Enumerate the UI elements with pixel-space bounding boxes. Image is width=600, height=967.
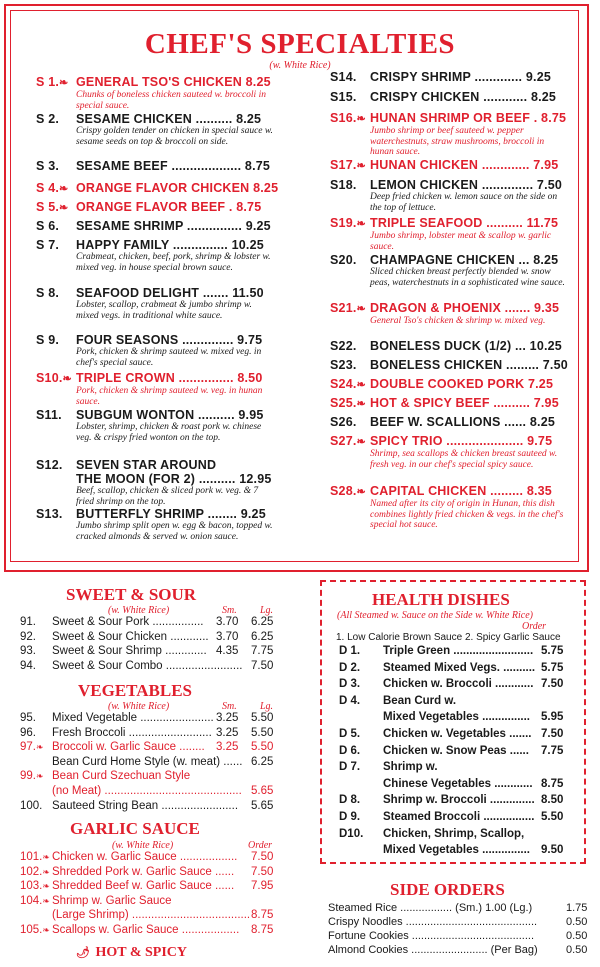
health-item-number: D 9. [339,811,361,823]
menu-item-line [36,200,284,215]
list-item [20,741,205,754]
menu-item-name: HUNAN CHICKEN ............. 7.95 [370,158,559,172]
health-item-price: 7.50 [541,728,564,740]
health-item [339,844,530,857]
health-item-number: D 5. [339,728,361,740]
health-item [339,761,438,774]
menu-item-description: Pork, chicken & shrimp sauteed w. mixed veg. in chef's special sauce. [76,347,262,368]
price-large: 7.50 [251,851,274,863]
specialty-left-item [36,112,284,147]
chili-pepper-icon: ❧ [356,303,366,315]
menu-item-name: BEEF W. SCALLIONS ...... 8.25 [370,415,555,429]
chili-pepper-icon: ❧ [59,202,69,214]
list-item [20,645,207,658]
health-item [339,745,529,758]
menu-item-line [36,181,284,196]
price-large: 7.75 [251,645,274,658]
list-item-name: Sweet & Sour Pork ................ [52,616,204,628]
price-large: 5.50 [251,712,274,724]
health-item-name: Steamed Broccoli ................ [383,811,535,823]
specialty-left-item [36,371,284,407]
menu-item-name: SEAFOOD DELIGHT ....... 11.50 [76,286,264,300]
side-order-price: 1.75 [566,902,588,914]
garlic-sauce-title: GARLIC SAUCE [70,819,200,838]
specialty-right-item [330,377,578,392]
specialty-right-item [330,415,578,429]
menu-item-number: S 8. [36,286,60,300]
menu-item-name: BONELESS CHICKEN ......... 7.50 [370,358,568,372]
menu-item-number: S 6. [36,219,60,233]
menu-item-number: S 1.❧ [36,75,69,89]
list-item-name: Scallops w. Garlic Sauce .................. [52,924,240,936]
menu-item-number: S13. [36,507,63,521]
menu-item-description: Named after its city of origin in Hunan, this dish combines lightly fried chicken & vegs. in the chef's special hot sauce. [370,499,564,530]
side-order-item: Steamed Rice ................. (Sm.) 1.00 (Lg.) [328,902,533,914]
list-item [20,851,237,864]
vegetables-col-lg: Lg. [260,701,274,712]
list-item-number: 96. [20,726,36,739]
list-item-name: Sweet & Sour Shrimp ............. [52,645,207,658]
specialty-right-item [330,484,578,531]
health-item-name: Chicken w. Snow Peas ...... [383,744,529,757]
page-subtitle: (w. White Rice) [269,60,331,71]
list-item-name: Sauteed String Bean ........................ [52,799,239,812]
list-item-name: Sweet & Sour Chicken ............ [52,630,209,643]
specialty-right-item [330,434,578,470]
menu-item-number: S17.❧ [330,158,366,172]
list-item-name: (Large Shrimp) ..................................... [52,909,251,922]
price-large: 6.25 [251,755,274,768]
list-item-number: 97.❧ [20,741,44,754]
menu-item-line [330,358,578,372]
price-large: 5.50 [251,726,274,739]
menu-item-line [330,158,578,173]
health-item-name: Chicken w. Broccoli ............ [383,678,534,691]
menu-item-number: S 3. [36,159,60,173]
menu-item-number: S28.❧ [330,484,366,498]
health-item-price: 5.75 [541,661,564,674]
menu-item-line [36,408,284,422]
list-item [20,880,234,893]
menu-item-line [330,434,578,449]
vegetables-subtitle: (w. White Rice) [108,701,170,712]
menu-item-description: Beef, scallop, chicken & sliced pork w. veg. & 7 fried shrimp on the top. [76,486,259,507]
menu-item-description: Deep fried chicken w. lemon sauce on the side on the top of lettuce. [370,192,558,213]
menu-item-description: Jumbo shrimp or beef sauteed w. pepper waterchestnuts, straw mushrooms, broccoli in hunan sauce. [370,126,545,157]
menu-item-description: General Tso's chicken & shrimp w. mixed veg. [370,316,546,326]
health-item-number: D 7. [339,761,361,774]
list-item [20,866,234,879]
list-item [20,727,212,740]
specialty-left-item [36,219,284,233]
health-dishes-subtitle: (All Steamed w. Sauce on the Side w. White Rice) [337,610,533,621]
menu-item-line [36,472,284,486]
list-item-number: 99.❧ [20,770,44,783]
list-item [20,800,238,813]
list-item [20,770,190,783]
health-item-number: D 6. [339,744,361,757]
list-item-name: Shredded Beef w. Garlic Sauce ...... [52,880,235,893]
menu-item-name: ORANGE FLAVOR CHICKEN 8.25 [76,181,279,195]
menu-item-name: SEVEN STAR AROUND [76,458,217,472]
specialty-right-item [330,158,578,173]
menu-item-name: SESAME SHRIMP ............... 9.25 [76,219,271,233]
menu-item-line [36,286,284,300]
menu-item-name: LEMON CHICKEN .............. 7.50 [370,178,563,192]
specialty-left-item [36,286,284,321]
menu-item-name: FOUR SEASONS .............. 9.75 [76,333,263,347]
health-item-price: 5.50 [541,811,564,823]
health-item-number: D 2. [339,661,361,674]
specialty-right-item [330,70,578,84]
price-large: 7.50 [251,865,274,878]
health-item-price: 5.75 [541,645,564,657]
menu-item-line [330,377,578,392]
list-item-number: 105.❧ [20,924,50,936]
price-large: 6.25 [251,616,274,628]
menu-item-line [330,178,578,192]
specialty-right-item [330,358,578,372]
menu-item-description: Jumbo shrimp, lobster meat & scallop w. garlic sauce. [370,231,552,252]
vegetables-title: VEGETABLES [78,681,193,700]
menu-item-line [330,339,578,353]
menu-item-name: THE MOON (FOR 2) .......... 12.95 [76,472,272,486]
menu-item-number: S24.❧ [330,377,366,391]
menu-item-name: SESAME BEEF ................... 8.75 [76,159,271,173]
list-item-number: 95. [20,712,36,724]
chili-pepper-icon: ❧ [59,183,69,195]
list-item [20,909,250,922]
menu-item-description: Crispy golden tender on chicken in special sauce w. sesame seeds on top & broccoli on side. [76,126,273,147]
menu-item-number: S12. [36,458,63,472]
side-order-item: Fortune Cookies ........................................ [328,930,535,942]
menu-item-number: S19.❧ [330,216,366,230]
health-item [339,695,456,708]
price-small: 4.35 [216,645,239,658]
specialty-left-item [36,238,284,273]
chili-pepper-icon: ❧ [356,218,366,230]
chili-pepper-icon: ❧ [356,379,366,391]
health-item [339,711,530,724]
specialty-right-item [330,90,578,104]
chili-pepper-icon: ❧ [36,771,44,782]
menu-item-number: S14. [330,70,357,84]
health-item-price: 9.50 [541,844,564,857]
health-item-price: 5.95 [541,711,564,724]
hot-spicy-heading [76,945,187,961]
menu-item-name: GENERAL TSO'S CHICKEN 8.25 [76,75,271,89]
chili-pepper-icon: ❧ [356,486,366,498]
health-item [339,645,533,658]
menu-item-number: S25.❧ [330,396,366,410]
menu-item-line [330,484,578,499]
menu-item-name: ORANGE FLAVOR BEEF . 8.75 [76,200,262,214]
list-item-number: 100. [20,799,43,812]
chili-pepper-icon: ❧ [42,881,50,892]
health-item-name: Chinese Vegetables ............ [383,777,533,790]
menu-item-description: Lobster, shrimp, chicken & roast pork w. chinese veg. & crispy fried wonton on the top. [76,422,262,443]
health-item-number: D 1. [339,645,361,657]
list-item-name: Mixed Vegetable ....................... [52,712,214,724]
list-item-number: 93. [20,645,36,658]
list-item [20,895,172,908]
garlic-sauce-subtitle: (w. White Rice) [112,840,174,851]
menu-item-line [330,70,578,84]
list-item-name: Bean Curd Szechuan Style [52,770,191,783]
list-item [20,660,242,673]
health-item [339,811,534,824]
menu-item-line [36,112,284,126]
menu-item-number: S11. [36,408,62,422]
garlic-sauce-col-order: Order [248,840,273,851]
menu-item-description: Crabmeat, chicken, beef, pork, shrimp & lobster w. mixed veg. in house special brown sauce. [76,252,271,273]
menu-item-number: S18. [330,178,357,192]
health-dishes-col-order: Order [522,621,547,632]
specialty-left-item [36,408,284,443]
specialty-right-item [330,178,578,213]
price-large: 5.65 [251,799,274,812]
menu-item-name: CAPITAL CHICKEN ......... 8.35 [370,484,552,498]
specialty-right-item [330,301,578,327]
health-item-name: Bean Curd w. [383,694,457,707]
menu-item-number: S26. [330,415,357,429]
price-small: 3.25 [216,712,239,724]
side-order-price: 0.50 [566,916,588,928]
menu-item-line [36,507,284,521]
health-item [339,662,535,675]
menu-item-description: Lobster, scallop, crabmeat & jumbo shrimp w. mixed vegs. in traditional white sauce. [76,300,252,321]
price-large: 8.75 [251,924,274,936]
chili-pepper-icon: ❧ [36,742,44,753]
menu-item-number: S 2. [36,112,60,126]
list-item-name: (no Meat) ........................................... [52,785,242,797]
menu-item-description: Sliced chicken breast perfectly blended w. snow peas, waterchestnuts in a sophisticated wine sauce. [370,267,565,288]
menu-item-line [36,371,284,386]
specialty-right-item [330,111,578,158]
health-item [339,778,533,791]
price-small: 3.70 [216,616,239,628]
list-item-number: 92. [20,630,36,643]
chili-pepper-icon: ❧ [356,160,366,172]
menu-item-line [330,253,578,267]
specialty-left-item [36,507,284,542]
hot-spicy-title: HOT & SPICY [95,945,188,960]
menu-item-description: Jumbo shrimp split open w. egg & bacon, topped w. cracked almonds & served w. onion sauce. [76,521,273,542]
specialty-left-item [36,75,284,111]
menu-item-line [36,159,284,173]
menu-item-line [36,238,284,252]
chili-pepper-icon: ❧ [62,373,72,385]
health-item-name: Triple Green ......................... [383,645,534,657]
menu-item-name: HAPPY FAMILY ............... 10.25 [76,238,264,252]
health-item [339,678,533,691]
chili-pepper-icon: ❧ [42,895,50,906]
menu-item-number: S16.❧ [330,111,366,125]
health-item-name: Chicken, Shrimp, Scallop, [383,827,525,840]
menu-item-name: DRAGON & PHOENIX ....... 9.35 [370,301,560,315]
health-item-price: 8.75 [541,777,564,790]
menu-item-name: TRIPLE CROWN ............... 8.50 [76,371,263,385]
chili-pepper-icon: ❧ [356,436,366,448]
specialty-left-item [36,458,284,507]
menu-item-name: CRISPY CHICKEN ............ 8.25 [370,90,557,104]
health-item-name: Mixed Vegetables ............... [383,711,530,724]
list-item-number: 94. [20,659,36,672]
menu-item-number: S22. [330,339,357,353]
chili-pepper-icon: ❧ [42,925,50,935]
health-item-number: D 3. [339,678,361,691]
specialty-right-item [330,396,578,411]
specialty-right-item [330,253,578,288]
menu-item-line [330,90,578,104]
chili-pepper-icon: ❧ [356,398,366,410]
sweet-sour-col-lg: Lg. [260,605,274,616]
menu-item-description: Pork, chicken & shrimp sauteed w. veg. in hunan sauce. [76,386,263,407]
chili-pepper-icon: ❧ [42,852,50,862]
price-large: 6.25 [251,630,274,643]
health-item [339,794,535,807]
menu-item-name: CRISPY SHRIMP ............. 9.25 [370,70,551,84]
list-item-number: 104.❧ [20,894,50,907]
health-item-number: D 4. [339,694,361,707]
menu-item-number: S 7. [36,238,60,252]
menu-item-number: S27.❧ [330,434,366,448]
menu-item-number: S10.❧ [36,371,72,385]
menu-item-name: TRIPLE SEAFOOD .......... 11.75 [370,216,559,230]
price-large: 5.50 [251,741,274,754]
health-item-number: D10. [339,827,364,840]
list-item-name: Shredded Pork w. Garlic Sauce ...... [52,865,235,878]
list-item-number: 91. [20,616,36,628]
health-item-price: 7.75 [541,744,564,757]
sweet-sour-title: SWEET & SOUR [66,585,197,604]
list-item-name: Broccoli w. Garlic Sauce ........ [52,741,205,754]
menu-item-line [330,216,578,231]
side-order-item: Almond Cookies ......................... (Per Bag) [328,944,538,956]
list-item-number: 101.❧ [20,851,50,863]
menu-item-number: S 4.❧ [36,181,69,195]
specialty-left-item [36,159,284,173]
price-small: 3.25 [216,741,239,754]
list-item-number: 103.❧ [20,880,50,893]
list-item [20,756,242,769]
menu-item-line [330,301,578,316]
specialty-right-item [330,339,578,353]
list-item-name: Sweet & Sour Combo ........................ [52,659,243,672]
menu-item-name: HOT & SPICY BEEF .......... 7.95 [370,396,559,410]
list-item-name: Fresh Broccoli .......................... [52,726,212,739]
chili-pepper-icon: 🌶 [76,947,90,959]
sweet-sour-subtitle: (w. White Rice) [108,605,170,616]
list-item [20,712,214,725]
side-orders-title: SIDE ORDERS [390,880,505,899]
menu-item-number: S 9. [36,333,60,347]
menu-item-name: SUBGUM WONTON .......... 9.95 [76,408,264,422]
specialty-right-item [330,216,578,252]
menu-item-line [330,415,578,429]
menu-item-name: CHAMPAGNE CHICKEN ... 8.25 [370,253,559,267]
menu-item-line [36,219,284,233]
list-item-name: Shrimp w. Garlic Sauce [52,894,172,907]
health-item-price: 8.50 [541,794,564,807]
menu-item-name: BUTTERFLY SHRIMP ........ 9.25 [76,507,266,521]
menu-item-number: S21.❧ [330,301,366,315]
list-item-number: 102.❧ [20,865,50,878]
price-small: 3.25 [216,726,239,739]
specialty-left-item [36,181,284,196]
menu-item-name: SESAME CHICKEN .......... 8.25 [76,112,262,126]
health-item [339,728,532,741]
health-item-number: D 8. [339,794,361,807]
price-large: 7.95 [251,880,274,893]
menu-item-number: S23. [330,358,357,372]
price-large: 5.65 [251,785,274,797]
menu-item-description: Shrimp, sea scallops & chicken breast sauteed w. fresh veg. in our chef's special spicy sauce. [370,449,558,470]
list-item [20,616,203,629]
chili-pepper-icon: ❧ [59,77,69,89]
health-item-name: Mixed Vegetables ............... [383,844,530,857]
chili-pepper-icon: ❧ [356,113,366,125]
sweet-sour-col-sm: Sm. [222,605,237,616]
side-order-item: Crispy Noodles ........................................... [328,916,538,928]
menu-item-line [330,396,578,411]
health-item-name: Steamed Mixed Vegs. .......... [383,661,536,674]
menu-item-number: S15. [330,90,357,104]
menu-item-number: S20. [330,253,357,267]
health-dishes-title: HEALTH DISHES [372,590,510,609]
menu-item-line [330,111,578,126]
menu-item-line [36,458,284,472]
price-small: 3.70 [216,630,239,643]
price-large: 8.75 [251,909,274,922]
menu-item-name: BONELESS DUCK (1/2) ... 10.25 [370,339,562,353]
menu-item-line [36,75,284,90]
side-order-price: 0.50 [566,930,588,942]
specialty-left-item [36,333,284,368]
health-item [339,828,524,841]
menu-item-name: DOUBLE COOKED PORK 7.25 [370,377,554,391]
price-large: 7.50 [251,659,274,672]
health-item-name: Shrimp w. Broccoli .............. [383,794,535,807]
list-item [20,924,239,937]
list-item [20,785,242,798]
vegetables-col-sm: Sm. [222,701,237,712]
chili-pepper-icon: ❧ [42,866,50,877]
health-item-name: Shrimp w. [383,761,438,774]
list-item [20,631,209,644]
menu-item-name: SPICY TRIO ..................... 9.75 [370,434,553,448]
menu-item-description: Chunks of boneless chicken sauteed w. broccoli in special sauce. [76,90,266,111]
specialty-left-item [36,200,284,215]
list-item-name: Bean Curd Home Style (w. meat) ...... [52,755,243,768]
menu-item-line [36,333,284,347]
health-item-price: 7.50 [541,678,564,691]
menu-item-name: HUNAN SHRIMP OR BEEF . 8.75 [370,111,567,125]
menu-item-number: S 5.❧ [36,200,69,214]
list-item-name: Chicken w. Garlic Sauce .................. [52,851,238,863]
health-item-name: Chicken w. Vegetables ....... [383,728,532,740]
side-order-price: 0.50 [566,944,588,956]
health-dishes-note: 1. Low Calorie Brown Sauce 2. Spicy Garlic Sauce [336,632,561,643]
page-title: CHEF'S SPECIALTIES [144,28,456,60]
